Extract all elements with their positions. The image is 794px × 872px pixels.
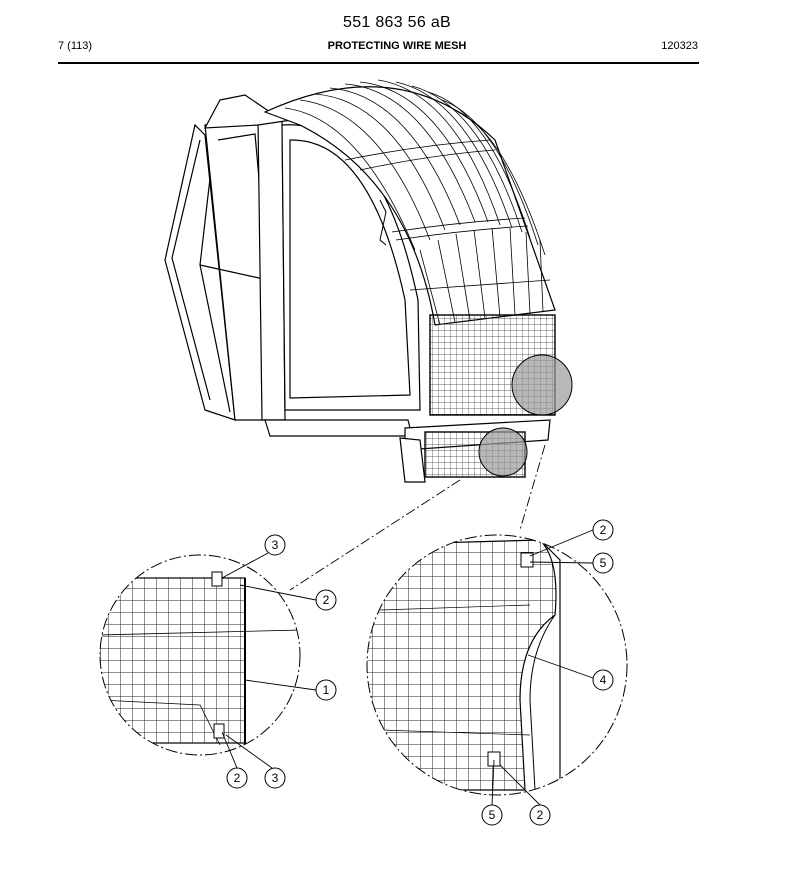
- cab-overview: [165, 80, 572, 482]
- document-code: 120323: [661, 40, 698, 52]
- callout-2-top-left: [316, 590, 336, 610]
- svg-text:2: 2: [233, 771, 241, 785]
- svg-text:2: 2: [322, 593, 330, 607]
- svg-text:2: 2: [599, 523, 607, 537]
- left-detail-view: [100, 555, 300, 755]
- document-number: 551 863 56 aB: [343, 14, 451, 31]
- callout-2-bottom-right: [530, 805, 550, 825]
- page-number: 7 (113): [58, 40, 93, 52]
- callout-1-left: [316, 680, 336, 700]
- svg-text:4: 4: [599, 673, 607, 687]
- callout-2-bottom-left: [227, 768, 247, 788]
- right-detail-view: [360, 535, 627, 795]
- svg-text:1: 1: [322, 683, 330, 697]
- svg-text:5: 5: [599, 556, 607, 570]
- callout-3-bottom-left: [265, 768, 285, 788]
- callout-3-top-left: [265, 535, 285, 555]
- svg-text:3: 3: [271, 538, 279, 552]
- callout-4-right: [593, 670, 613, 690]
- svg-text:3: 3: [271, 771, 279, 785]
- svg-text:5: 5: [488, 808, 496, 822]
- callout-5-top-right: [593, 553, 613, 573]
- callout-2-top-right: [593, 520, 613, 540]
- page-title: PROTECTING WIRE MESH: [327, 40, 467, 52]
- callout-5-bottom-right: [482, 805, 502, 825]
- svg-text:2: 2: [536, 808, 544, 822]
